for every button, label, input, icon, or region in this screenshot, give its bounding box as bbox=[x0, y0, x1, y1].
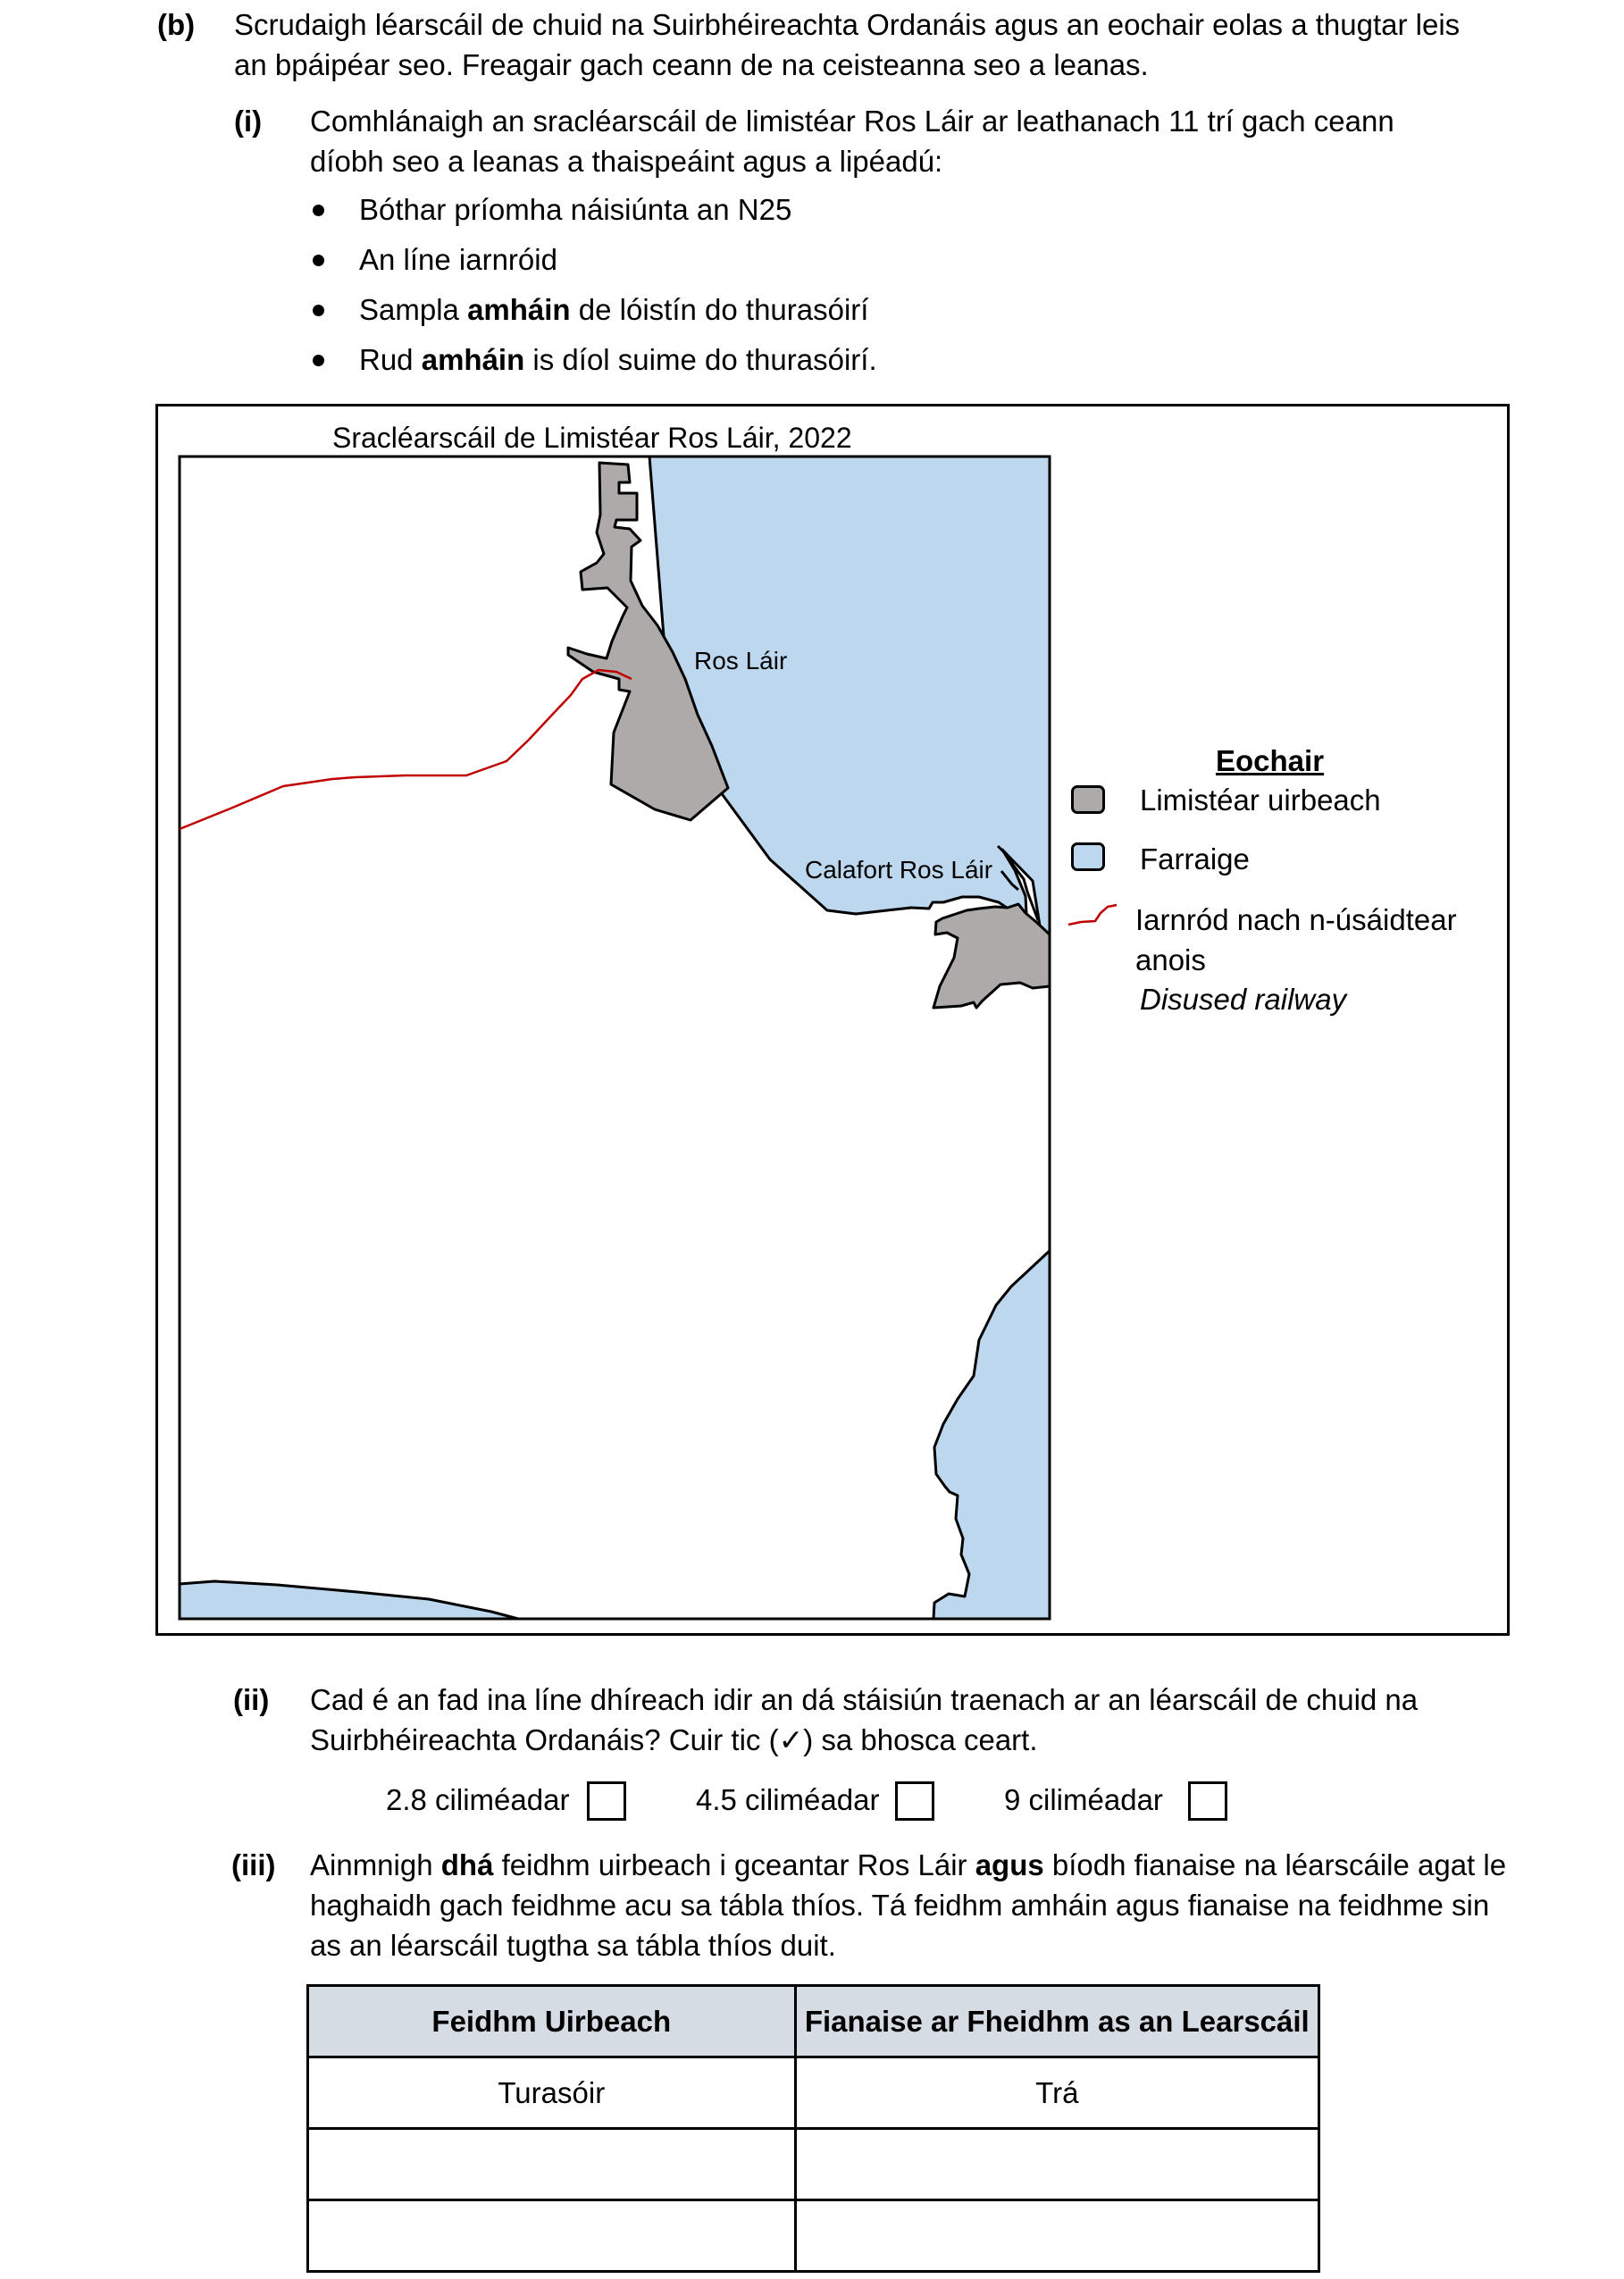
part-iii-line-1: Ainmnigh dhá feidhm uirbeach i gceantar Ros Láir agus bíodh fianaise na léarscáile agat le bbox=[310, 1848, 1507, 1881]
part-ii-line-1: Cad é an fad ina líne dhíreach idir an dá stáisiún traenach ar an léarscáil de chuid na bbox=[310, 1683, 1419, 1716]
key-urban-swatch bbox=[1071, 785, 1105, 814]
part-iii-line-2: haghaidh gach feidhme acu sa tábla thíos. Tá feidhm amháin agus fianaise na feidhme sin bbox=[310, 1889, 1490, 1922]
bullet-item-3: Sampla amháin de lóistín do thurasóirí bbox=[359, 293, 869, 326]
cell-function-answer[interactable] bbox=[308, 2129, 796, 2200]
table-row bbox=[308, 2057, 1319, 2129]
column-header-evidence: Fianaise ar Fheidhm as an Learscáil bbox=[795, 1986, 1318, 2057]
option-4-5-km-checkbox[interactable] bbox=[895, 1781, 934, 1821]
key-railway-label-1: Iarnród nach n-úsáidtear bbox=[1135, 903, 1457, 936]
key-railway-label-2: anois bbox=[1135, 943, 1206, 976]
key-sea-label: Farraige bbox=[1140, 842, 1250, 876]
cell-evidence: Trá bbox=[795, 2057, 1318, 2129]
part-iii-label: (iii) bbox=[231, 1848, 276, 1881]
option-2-8-km-checkbox[interactable] bbox=[587, 1781, 626, 1821]
part-b-label: (b) bbox=[157, 8, 196, 41]
key-sea-swatch bbox=[1071, 842, 1105, 871]
part-i-line-1: Comhlánaigh an sracléarscáil de limistéar Ros Láir ar leathanach 11 trí gach ceann bbox=[310, 105, 1394, 138]
option-4-5-km-label: 4.5 ciliméadar bbox=[696, 1783, 880, 1816]
cell-evidence-answer[interactable] bbox=[795, 2129, 1318, 2200]
part-ii-line-2: Suirbhéireachta Ordanáis? Cuir tic (✓) sa bhosca ceart. bbox=[310, 1723, 1038, 1756]
map-title: Sracléarscáil de Limistéar Ros Láir, 2022 bbox=[332, 422, 852, 454]
part-i-line-2: díobh seo a leanas a thaispeáint agus a lipéadú: bbox=[310, 145, 943, 178]
option-2-8-km-label: 2.8 ciliméadar bbox=[386, 1783, 570, 1816]
part-b-line-1: Scrudaigh léarscáil de chuid na Suirbhéireachta Ordanáis agus an eochair eolas a thugtar leis bbox=[234, 8, 1461, 41]
option-9-km-checkbox[interactable] bbox=[1188, 1781, 1227, 1821]
key-title: Eochair bbox=[1216, 744, 1325, 777]
part-b-line-2: an bpáipéar seo. Freagair gach ceann de na ceisteanna seo a leanas. bbox=[234, 48, 1149, 81]
option-9-km-label: 9 ciliméadar bbox=[1004, 1783, 1163, 1816]
table-header-row bbox=[308, 1986, 1319, 2057]
cell-function-answer[interactable] bbox=[308, 2200, 796, 2272]
bullet-item-4: Rud amháin is díol suime do thurasóirí. bbox=[359, 343, 877, 376]
key-urban-label: Limistéar uirbeach bbox=[1140, 783, 1381, 817]
bullet-item-2: An líne iarnróid bbox=[359, 243, 557, 276]
part-i-label: (i) bbox=[234, 105, 263, 138]
cell-evidence-answer[interactable] bbox=[795, 2200, 1318, 2272]
table-row bbox=[308, 2200, 1319, 2272]
part-ii-label: (ii) bbox=[233, 1683, 270, 1716]
bullet-item-1: Bóthar príomha náisiúnta an N25 bbox=[359, 193, 792, 226]
key-railway-symbol bbox=[1068, 905, 1117, 925]
map-label-harbour: Calafort Ros Láir bbox=[805, 856, 993, 884]
cell-function: Turasóir bbox=[308, 2057, 796, 2129]
table-row bbox=[308, 2129, 1319, 2200]
column-header-function: Feidhm Uirbeach bbox=[308, 1986, 796, 2057]
part-iii-line-3: as an léarscáil tugtha sa tábla thíos duit. bbox=[310, 1929, 836, 1962]
map-label-town: Ros Láir bbox=[694, 647, 788, 674]
urban-function-table bbox=[306, 1984, 1320, 2273]
key-railway-label-en: Disused railway bbox=[1140, 983, 1347, 1016]
